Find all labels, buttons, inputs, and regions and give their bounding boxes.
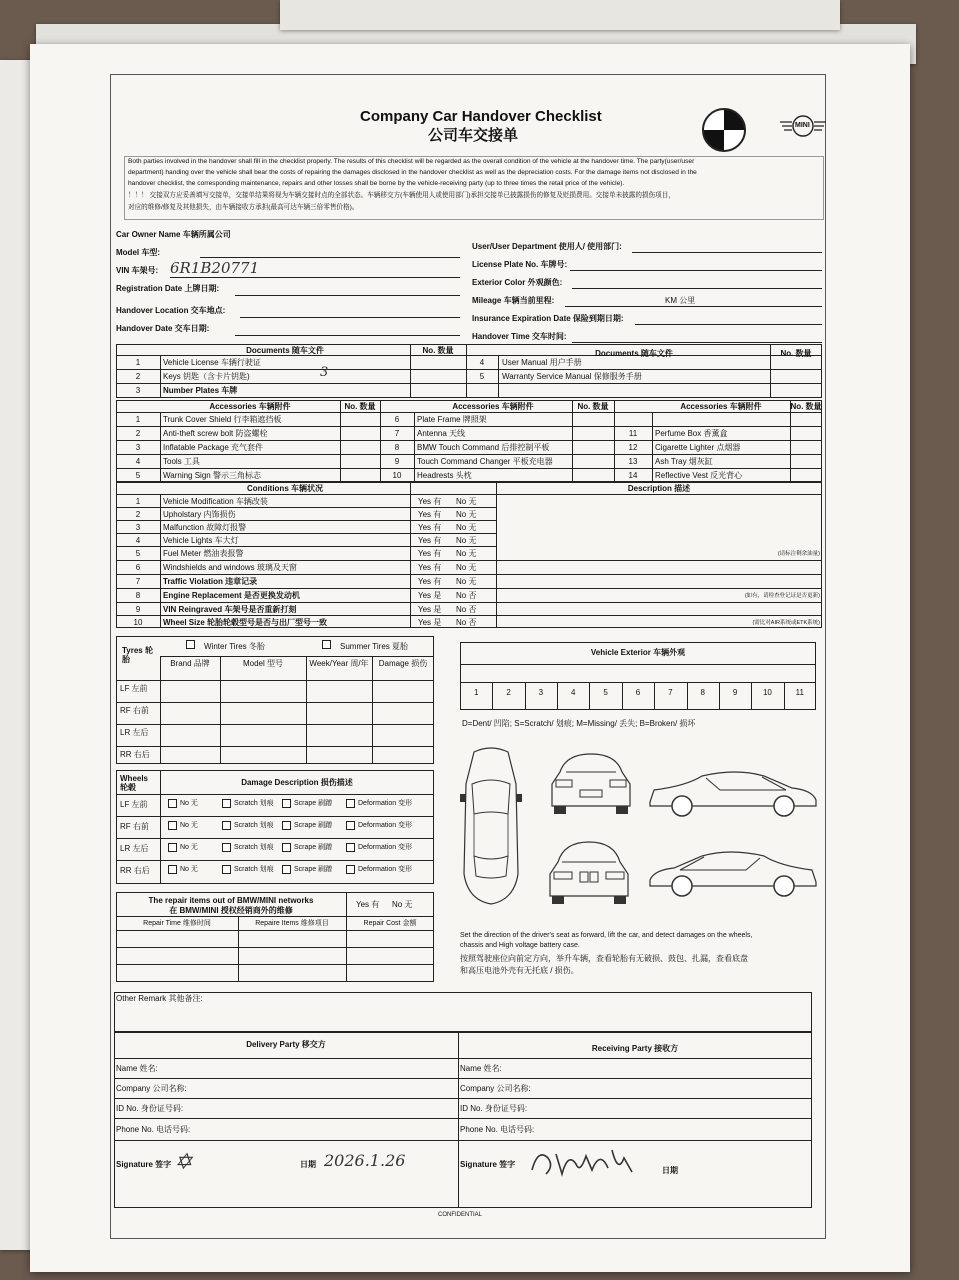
doc-3-number: 3 <box>135 386 141 395</box>
wheel-row-1-option-2-label: Scrape 刷蹭 <box>294 822 333 829</box>
condition-9-yes: Yes 是 <box>418 605 442 614</box>
condition-8-number: 8 <box>135 591 141 600</box>
mini-logo-text: MINI <box>795 122 810 129</box>
acc-13-number: 13 <box>628 457 638 466</box>
wheel-row-2-option-1-checkbox[interactable] <box>222 843 231 852</box>
registration-date-label: Registration Date 上牌日期: <box>116 284 220 293</box>
keys-count-handwritten: 3 <box>320 365 329 380</box>
condition-3-yes: Yes 有 <box>418 523 442 532</box>
tyre-col-0: Brand 品牌 <box>170 659 210 668</box>
handover-time-label: Handover Time 交车时间: <box>472 332 567 341</box>
acc-14-label: Reflective Vest 反光背心 <box>655 471 743 480</box>
condition-9-no: No 否 <box>456 605 477 614</box>
intro-line-4: ！！！ 交接双方应妥善填写交接单，交接单结果将视为车辆交接时点的全部状态。车辆移交方(车辆使用人或使用部门)承担交接单已披露损伤的修复及贬损费用。交接单未披露的损伤项目， <box>128 192 675 199</box>
acc-10-label: Headrests 头枕 <box>417 471 472 480</box>
wheels-label: Wheels 轮毂 <box>120 774 149 793</box>
delivery-name-label: Name 姓名: <box>116 1064 158 1073</box>
acc-1-number: 1 <box>135 415 141 424</box>
winter-tires-checkbox[interactable] <box>186 640 195 649</box>
repair-time-col: Repair Time 维修时间 <box>143 920 211 927</box>
condition-3-no: No 无 <box>456 523 477 532</box>
bmw-logo <box>702 108 746 152</box>
accessories-header-2: Accessories 车辆附件 <box>452 402 534 411</box>
exterior-number-9: 9 <box>732 688 738 697</box>
wheel-row-1-option-0-checkbox[interactable] <box>168 821 177 830</box>
wheel-row-2-label: LR 左后 <box>120 844 149 853</box>
exterior-number-7: 7 <box>668 688 673 697</box>
condition-8-yes: Yes 是 <box>418 591 442 600</box>
condition-7-yes: Yes 有 <box>418 577 442 586</box>
accessories-no-header-2: No. 数量 <box>577 402 609 411</box>
exterior-number-6: 6 <box>635 688 641 697</box>
acc-8-label: BMW Touch Command 后排控制平板 <box>417 443 550 452</box>
mini-logo <box>778 114 828 138</box>
exterior-color-label: Exterior Color 外观颜色: <box>472 278 563 287</box>
tyres-label: Tyres 轮胎 <box>122 646 153 665</box>
acc-10-number: 10 <box>392 471 402 480</box>
handover-date-label: Handover Date 交车日期: <box>116 324 210 333</box>
repair-header-cn: 在 BMW/MINI 授权经销商外的维修 <box>169 906 293 915</box>
condition-5-yes: Yes 有 <box>418 549 442 558</box>
acc-12-label: Cigarette Lighter 点烟器 <box>655 443 741 452</box>
condition-4-number: 4 <box>135 536 141 545</box>
doc-1-number: 1 <box>135 358 141 367</box>
condition-7-no: No 无 <box>456 577 477 586</box>
document-page <box>30 44 910 1272</box>
instruction-line-4: 和高压电池外壳有无托底 / 损伤。 <box>460 966 579 975</box>
condition-3-label: Malfunction 故障灯报警 <box>163 523 247 532</box>
tyre-col-1: Model 型号 <box>242 659 283 668</box>
car-top-view-diagram <box>454 744 528 908</box>
acc-7-label: Antenna 天线 <box>417 429 466 438</box>
condition-2-number: 2 <box>135 510 141 519</box>
doc-4-number: 4 <box>479 358 485 367</box>
repair-no: No 无 <box>392 900 413 909</box>
condition-10-yes: Yes 是 <box>418 618 442 627</box>
repair-yes: Yes 有 <box>356 900 380 909</box>
intro-line-5: 对应的维修/修复及其他损失，由车辆接收方承担(最高可达车辆三倍零售价格)。 <box>128 204 359 211</box>
documents-header-right: Documents 随车文件 <box>595 349 673 358</box>
vin-label: VIN 车架号: <box>116 266 159 275</box>
receiving-name-label: Name 姓名: <box>460 1064 502 1073</box>
summer-tires-label: Summer Tires 夏胎 <box>340 642 409 651</box>
wheel-row-2-option-2-label: Scrape 刷蹭 <box>294 844 333 851</box>
acc-9-number: 9 <box>394 457 400 466</box>
wheel-row-2-option-2-checkbox[interactable] <box>282 843 291 852</box>
condition-4-label: Vehicle Lights 车大灯 <box>163 536 239 545</box>
other-remark-box <box>114 992 812 1032</box>
wheel-row-0-option-2-checkbox[interactable] <box>282 799 291 808</box>
doc-5-label: Warranty Service Manual 保修服务手册 <box>502 372 642 381</box>
condition-5-number: 5 <box>135 549 141 558</box>
page-title-cn: 公司车交接单 <box>428 127 519 144</box>
repair-cost-col: Repair Cost 金额 <box>363 920 417 927</box>
condition-10-number: 10 <box>133 618 143 627</box>
condition-8-label: Engine Replacement 是否更换发动机 <box>163 591 300 600</box>
condition-1-yes: Yes 有 <box>418 497 442 506</box>
condition-10-label: Wheel Size 轮胎轮毂型号是否与出厂型号一致 <box>163 618 328 627</box>
wheel-row-3-option-3-checkbox[interactable] <box>346 865 355 874</box>
wheel-row-3-option-1-checkbox[interactable] <box>222 865 231 874</box>
wheel-row-3-label: RR 右后 <box>120 866 150 875</box>
wheel-row-1-option-1-label: Scratch 划痕 <box>234 822 274 829</box>
instruction-line-1: Set the direction of the driver's seat as forward, lift the car, and detect damages on the wheels, <box>460 932 753 939</box>
wheel-row-2-option-1-label: Scratch 划痕 <box>234 844 274 851</box>
doc-4-label: User Manual 用户手册 <box>502 358 582 367</box>
wheel-row-0-option-2-label: Scrape 刷蹭 <box>294 800 333 807</box>
wheel-row-3-option-0-label: No 无 <box>180 866 198 873</box>
wheel-row-2-option-3-label: Deformation 变形 <box>358 844 413 851</box>
wheel-row-0-option-3-label: Deformation 变形 <box>358 800 413 807</box>
condition-10-note: (需比对AIR系统或ETK系统) <box>752 620 820 626</box>
receiving-signature-label: Signature 签字 <box>460 1160 516 1169</box>
condition-8-no: No 否 <box>456 591 477 600</box>
repair-items-col: Repaire Items 维修项目 <box>255 920 329 927</box>
wheel-row-1-option-1-checkbox[interactable] <box>222 821 231 830</box>
condition-6-label: Windshields and windows 玻璃及天窗 <box>163 563 297 572</box>
page-title: Company Car Handover Checklist <box>360 108 602 125</box>
accessories-header-3: Accessories 车辆附件 <box>680 402 762 411</box>
license-plate-label: License Plate No. 车牌号: <box>472 260 568 269</box>
car-rear-view-diagram <box>546 750 636 816</box>
receiving-id-label: ID No. 身份证号码: <box>460 1104 528 1113</box>
summer-tires-checkbox[interactable] <box>322 640 331 649</box>
instruction-line-3: 按照驾驶座位向前定方向，举升车辆，查看轮胎有无破损、鼓包、扎漏，查看底盘 <box>460 954 748 963</box>
condition-6-number: 6 <box>135 563 141 572</box>
accessories-no-header-3: No. 数量 <box>790 402 822 411</box>
mileage-label: Mileage 车辆当前里程: <box>472 296 555 305</box>
wheel-row-3-option-3-label: Deformation 变形 <box>358 866 413 873</box>
condition-2-yes: Yes 有 <box>418 510 442 519</box>
repair-header-en: The repair items out of BMW/MINI networks <box>148 896 314 905</box>
documents-no-header-right: No. 数量 <box>780 349 812 358</box>
wheel-row-1-option-0-label: No 无 <box>180 822 198 829</box>
acc-8-number: 8 <box>394 443 400 452</box>
acc-14-number: 14 <box>628 471 638 480</box>
accessories-header-1: Accessories 车辆附件 <box>209 402 291 411</box>
delivery-date-label: 日期 <box>300 1160 316 1169</box>
user-department-label: User/User Department 使用人/ 使用部门: <box>472 242 622 251</box>
acc-1-label: Trunk Cover Shield 行李箱遮挡板 <box>163 415 282 424</box>
vin-handwritten: 6R1B20771 <box>170 259 260 277</box>
insurance-expiration-label: Insurance Expiration Date 保险到期日期: <box>472 314 624 323</box>
delivery-party-header: Delivery Party 移交方 <box>246 1040 326 1049</box>
wheel-row-1-option-3-label: Deformation 变形 <box>358 822 413 829</box>
acc-6-label: Plate Frame 牌照架 <box>417 415 487 424</box>
wheel-row-3-option-2-checkbox[interactable] <box>282 865 291 874</box>
receiving-company-label: Company 公司名称: <box>460 1084 531 1093</box>
wheel-row-1-option-3-checkbox[interactable] <box>346 821 355 830</box>
condition-9-label: VIN Reingraved 车架号是否重新打刻 <box>163 605 297 614</box>
wheel-row-3-option-2-label: Scrape 刷蹭 <box>294 866 333 873</box>
receiving-party-header: Receiving Party 接收方 <box>591 1044 679 1053</box>
acc-11-number: 11 <box>628 429 638 438</box>
receiving-phone-label: Phone No. 电话号码: <box>460 1125 535 1134</box>
doc-5-number: 5 <box>479 372 485 381</box>
doc-2-label: Keys 钥匙（含卡片钥匙) <box>163 372 250 381</box>
condition-2-no: No 无 <box>456 510 477 519</box>
exterior-number-10: 10 <box>762 688 772 697</box>
acc-3-label: Inflatable Package 充气套件 <box>163 443 264 452</box>
delivery-date-handwritten: 2026.1.26 <box>324 1151 406 1170</box>
conditions-header: Conditions 车辆状况 <box>247 484 323 493</box>
condition-8-note: (如有，请检查登记证是否更新) <box>744 593 820 599</box>
condition-1-label: Vehicle Modification 车辆改装 <box>163 497 268 506</box>
condition-4-yes: Yes 有 <box>418 536 442 545</box>
documents-no-header-left: No. 数量 <box>422 346 454 355</box>
documents-header-left: Documents 随车文件 <box>246 346 324 355</box>
acc-3-number: 3 <box>135 443 141 452</box>
acc-12-number: 12 <box>628 443 638 452</box>
condition-2-label: Upholstary 内饰损伤 <box>163 510 236 519</box>
wheel-row-1-label: RF 右前 <box>120 822 149 831</box>
tyre-row-1-label: RF 右前 <box>120 706 149 715</box>
acc-4-number: 4 <box>135 457 141 466</box>
delivery-signature-label: Signature 签字 <box>116 1160 172 1169</box>
wheel-row-2-option-0-checkbox[interactable] <box>168 843 177 852</box>
condition-4-no: No 无 <box>456 536 477 545</box>
condition-10-no: No 否 <box>456 618 477 627</box>
acc-5-number: 5 <box>135 471 141 480</box>
delivery-phone-label: Phone No. 电话号码: <box>116 1125 191 1134</box>
exterior-number-5: 5 <box>603 688 608 697</box>
exterior-number-3: 3 <box>538 688 544 697</box>
wheel-row-0-option-1-label: Scratch 划痕 <box>234 800 274 807</box>
condition-7-label: Traffic Violation 违章记录 <box>163 577 258 586</box>
doc-1-label: Vehicle License 车辆行驶证 <box>163 358 261 367</box>
acc-6-number: 6 <box>394 415 400 424</box>
condition-7-number: 7 <box>135 577 141 586</box>
delivery-id-label: ID No. 身份证号码: <box>116 1104 184 1113</box>
doc-2-number: 2 <box>135 372 141 381</box>
acc-9-label: Touch Command Changer 平板充电器 <box>417 457 553 466</box>
receiving-signature-scribble <box>528 1144 638 1178</box>
owner-name-label: Car Owner Name 车辆所属公司 <box>116 230 231 239</box>
accessories-no-header-1: No. 数量 <box>344 402 376 411</box>
intro-line-3: handover checklist, the corresponding maintenance, repairs and other losses shall be borne by the vehicle-receiving party (up to three times the retail price of the vehicle). <box>128 180 625 187</box>
car-right-side-diagram <box>646 848 820 900</box>
acc-7-number: 7 <box>394 429 400 438</box>
wheel-row-3-option-0-checkbox[interactable] <box>168 865 177 874</box>
receiving-date-label: 日期 <box>662 1166 678 1175</box>
exterior-number-11: 11 <box>795 688 804 697</box>
condition-5-label: Fuel Meter 燃油表报警 <box>163 549 244 558</box>
condition-9-number: 9 <box>135 605 141 614</box>
back-sheet-3 <box>280 0 840 30</box>
exterior-number-2: 2 <box>506 688 511 697</box>
intro-line-1: Both parties involved in the handover shall fill in the checklist properly. The results of this checklist will be regarded as the overall condition of the vehicle at the handover time. The party(user/user <box>128 158 695 165</box>
doc-3-label: Number Plates 车牌 <box>163 386 238 395</box>
wheel-row-2-option-0-label: No 无 <box>180 844 198 851</box>
wheel-row-0-option-1-checkbox[interactable] <box>222 799 231 808</box>
intro-line-2: department) handing over the vehicle shall bear the costs of repairing the damages disclosed in the handover checklist as well as the depreciation costs. For the damage items not disclosed in the <box>128 169 697 176</box>
wheel-row-1-option-2-checkbox[interactable] <box>282 821 291 830</box>
wheel-row-0-option-3-checkbox[interactable] <box>346 799 355 808</box>
winter-tires-label: Winter Tires 冬胎 <box>204 642 265 651</box>
wheel-row-2-option-3-checkbox[interactable] <box>346 843 355 852</box>
exterior-number-1: 1 <box>473 688 479 697</box>
wheel-row-0-option-0-checkbox[interactable] <box>168 799 177 808</box>
delivery-signature-handwritten: ✡ <box>174 1150 193 1175</box>
tyre-col-3: Damage 损伤 <box>378 659 428 668</box>
condition-3-number: 3 <box>135 523 141 532</box>
condition-5-no: No 无 <box>456 549 477 558</box>
acc-2-number: 2 <box>135 429 141 438</box>
damage-legend: D=Dent/ 凹陷; S=Scratch/ 划痕; M=Missing/ 丢失; B=Broken/ 损坏 <box>462 719 696 728</box>
mileage-unit: KM 公里 <box>665 296 696 305</box>
other-remark-label: Other Remark 其他备注: <box>116 994 203 1003</box>
tyre-col-2: Week/Year 周/年 <box>309 659 369 668</box>
description-header: Description 描述 <box>627 484 691 493</box>
car-front-view-diagram <box>544 838 634 908</box>
acc-5-label: Warning Sign 警示三角标志 <box>163 471 261 480</box>
condition-1-no: No 无 <box>456 497 477 506</box>
damage-description-header: Damage Description 损伤描述 <box>241 778 353 787</box>
tyre-row-2-label: LR 左后 <box>120 728 149 737</box>
acc-11-label: Perfume Box 香薰盒 <box>655 429 728 438</box>
handover-form <box>110 74 826 1239</box>
delivery-company-label: Company 公司名称: <box>116 1084 187 1093</box>
wheel-row-0-label: LF 左前 <box>120 800 148 809</box>
acc-4-label: Tools 工具 <box>163 457 200 466</box>
vehicle-exterior-header: Vehicle Exterior 车辆外观 <box>590 648 686 657</box>
acc-2-label: Anti-theft screw bolt 防盗螺栓 <box>163 429 268 438</box>
instruction-line-2: chassis and High voltage battery case. <box>460 942 580 949</box>
handover-location-label: Handover Location 交车地点: <box>116 306 226 315</box>
condition-5-note: (请标注剩余油量) <box>777 551 820 557</box>
condition-6-no: No 无 <box>456 563 477 572</box>
wheel-row-0-option-0-label: No 无 <box>180 800 198 807</box>
acc-13-label: Ash Tray 烟灰缸 <box>655 457 713 466</box>
tyre-row-3-label: RR 右后 <box>120 750 150 759</box>
car-left-side-diagram <box>646 768 820 820</box>
confidential-footer: CONFIDENTIAL <box>437 1212 482 1218</box>
tyre-row-0-label: LF 左前 <box>120 684 148 693</box>
model-label: Model 车型: <box>116 248 160 257</box>
exterior-number-4: 4 <box>571 688 576 697</box>
condition-1-number: 1 <box>135 497 141 506</box>
exterior-number-8: 8 <box>700 688 705 697</box>
condition-6-yes: Yes 有 <box>418 563 442 572</box>
wheel-row-3-option-1-label: Scratch 划痕 <box>234 866 274 873</box>
